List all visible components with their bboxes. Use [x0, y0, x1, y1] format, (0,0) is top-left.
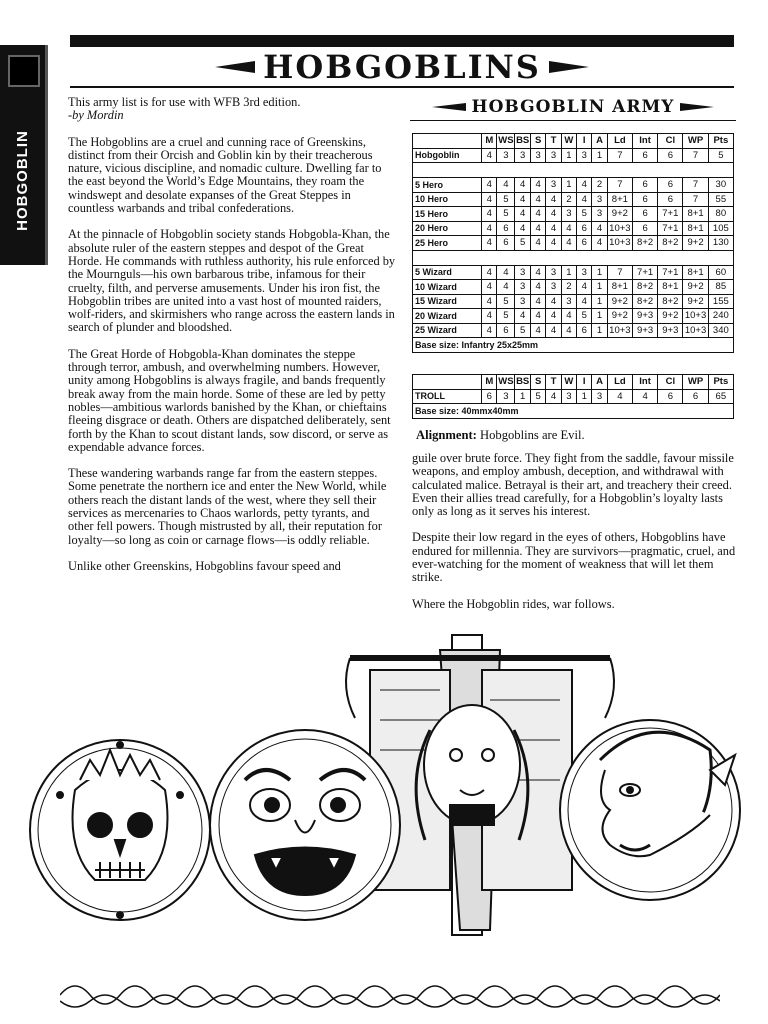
- skull-shield-icon: [30, 740, 210, 920]
- stat-cell: 4: [515, 221, 531, 236]
- stat-cell: 9+2: [607, 294, 632, 309]
- stat-cell: 4: [546, 323, 561, 338]
- stat-cell: 6: [683, 389, 708, 404]
- stat-cell: 6: [577, 236, 592, 251]
- stat-cell: 4: [530, 309, 545, 324]
- stat-cell: 4: [482, 207, 497, 222]
- stat-cell: 8+2: [658, 236, 683, 251]
- table-header-row: [413, 134, 734, 149]
- profile-name-cell: 15 Hero: [413, 207, 482, 222]
- paragraph: These wandering warbands range far from the eastern steppes. Some penetrate the northern ice and enter the New World, while others reach the distant lands of the west, where they sell their services as mercenaries to Chaos warlords, petty tyrants, and other fell powers. Though mistrusted by all, their reputation for loyalty—so long as coin or carnage flows—is oddly reliable.: [68, 466, 387, 547]
- stat-cell: 65: [708, 389, 733, 404]
- stat-cell: 10+3: [609, 222, 631, 234]
- stat-cell: 4: [632, 389, 657, 404]
- column-header: S: [530, 375, 545, 390]
- left-arrow-icon: [432, 103, 466, 111]
- profile-name-cell: 20 Wizard: [413, 309, 482, 324]
- column-header: WS: [498, 135, 514, 147]
- stat-cell: 4: [530, 178, 545, 193]
- stat-cell: 8+1: [607, 192, 632, 207]
- stat-cell: 7+1: [658, 265, 683, 280]
- profile-name-cell: 10 Wizard: [413, 280, 482, 295]
- base-size-note: Base size: Infantry 25x25mm: [413, 338, 734, 353]
- profile-name-cell: 10 Hero: [413, 192, 482, 207]
- stat-cell: 1: [561, 148, 576, 163]
- stat-cell: 3: [515, 265, 531, 280]
- decorative-border: [60, 975, 720, 1015]
- stat-cell: 4: [577, 178, 592, 193]
- stat-cell: 7+1: [658, 221, 683, 236]
- column-header: S: [530, 134, 545, 149]
- base-size-row: [413, 338, 734, 353]
- stat-cell: 5: [497, 309, 515, 324]
- stat-cell: 6: [632, 148, 657, 163]
- stat-cell: 7: [683, 178, 708, 193]
- right-column: [412, 452, 736, 624]
- column-header: T: [546, 134, 561, 149]
- profile-name-cell: 20 Hero: [413, 221, 482, 236]
- intro-line: This army list is for use with WFB 3rd edition.: [68, 95, 301, 109]
- stat-cell: 4: [530, 265, 545, 280]
- stat-cell: 4: [482, 178, 497, 193]
- column-header: Int: [632, 134, 657, 149]
- stat-cell: 3: [515, 148, 531, 163]
- stat-cell: 6: [577, 323, 592, 338]
- stat-cell: 4: [592, 221, 607, 236]
- stat-cell: 4: [530, 207, 545, 222]
- paragraph: Despite their low regard in the eyes of others, Hobgoblins have endured for millennia. They are survivors—pragmatic, cruel, and ever-watching for the moment of weakness that will let them strike.: [412, 530, 736, 585]
- profile-name-cell: 25 Wizard: [413, 323, 482, 338]
- table-row: [413, 236, 734, 251]
- stat-cell: 4: [482, 192, 497, 207]
- stat-cell: 7+1: [658, 207, 683, 222]
- title-rule: [70, 86, 734, 88]
- stat-cell: 3: [592, 207, 607, 222]
- stat-cell: 3: [497, 389, 515, 404]
- stat-cell: 4: [561, 221, 576, 236]
- table-row: [413, 221, 734, 236]
- stat-cell: 4: [482, 323, 497, 338]
- stat-cell: 7: [683, 192, 708, 207]
- stat-cell: 8+1: [683, 221, 708, 236]
- stat-cell: 10+3: [609, 324, 631, 336]
- stat-cell: 4: [561, 309, 576, 324]
- stat-cell: 4: [530, 280, 545, 295]
- side-tab-text: HOBGOBLIN: [13, 129, 31, 231]
- stat-cell: 6: [658, 389, 683, 404]
- stat-cell: 5: [497, 192, 515, 207]
- profile-name-cell: Hobgoblin: [413, 148, 482, 163]
- paragraph: guile over brute force. They fight from the saddle, favour missile weapons, and employ ambush, deception, and withdrawal with calculated malice. Betrayal is their art, and treachery their creed. Even their allies tread carefully, for a Hobgoblin’s loyalty lasts only as long as it serves his interest.: [412, 451, 734, 519]
- stat-cell: 6: [632, 178, 657, 193]
- stat-cell: 4: [546, 207, 561, 222]
- profile-name-cell: 25 Hero: [413, 236, 482, 251]
- spacer-cell: [413, 163, 734, 178]
- stat-cell: 6: [632, 221, 657, 236]
- stat-cell: 3: [546, 148, 561, 163]
- column-header: BS: [516, 376, 530, 388]
- stat-cell: 60: [708, 265, 733, 280]
- stat-cell: 30: [708, 178, 733, 193]
- spacer-cell: [413, 250, 734, 265]
- stat-cell: 155: [708, 294, 733, 309]
- stat-cell: 2: [561, 192, 576, 207]
- stat-cell: 4: [482, 294, 497, 309]
- column-header: Cl: [658, 134, 683, 149]
- stat-cell: 6: [497, 323, 515, 338]
- stat-cell: 1: [592, 323, 607, 338]
- stat-cell: 9+2: [683, 294, 708, 309]
- stat-cell: 4: [530, 236, 545, 251]
- intro-block: [68, 96, 396, 123]
- stat-cell: 3: [497, 148, 515, 163]
- stat-cell: 1: [592, 148, 607, 163]
- table-spacer: [413, 163, 734, 178]
- stat-cell: 240: [708, 309, 733, 324]
- table-header-row: [413, 375, 734, 390]
- stat-cell: 5: [708, 148, 733, 163]
- stat-cell: 80: [708, 207, 733, 222]
- stat-cell: 8+1: [683, 207, 708, 222]
- table-row: [413, 309, 734, 324]
- stat-cell: 4: [546, 236, 561, 251]
- stat-cell: 10+3: [684, 310, 707, 322]
- left-column: [68, 96, 396, 586]
- stat-cell: 9+3: [632, 323, 657, 338]
- stat-cell: 1: [577, 389, 592, 404]
- stat-cell: 1: [592, 280, 607, 295]
- stat-cell: 6: [658, 148, 683, 163]
- stat-cell: 3: [546, 178, 561, 193]
- stat-cell: 4: [482, 280, 497, 295]
- stat-cell: 5: [497, 207, 515, 222]
- stat-cell: 3: [592, 389, 607, 404]
- paragraph: The Hobgoblins are a cruel and cunning race of Greenskins, distinct from their Orcish and Goblin kin by their treacherous nature, vicious discipline, and nomadic culture. Dwelling far to the east beyond the World’s Edge Mountains, they roam the windswept and desolate expanses of the Great Steppes in countless warbands and tribal confederations.: [68, 134, 382, 216]
- stat-cell: 6: [632, 207, 657, 222]
- side-tab-label: [4, 105, 40, 255]
- stat-cell: 9+3: [632, 309, 657, 324]
- stat-cell: 8+2: [632, 236, 657, 251]
- stat-cell: 4: [546, 294, 561, 309]
- column-header: [413, 375, 482, 390]
- paragraph: Where the Hobgoblin rides, war follows.: [412, 596, 615, 611]
- stat-cell: 6: [658, 178, 683, 193]
- shields-illustration: [20, 630, 750, 950]
- paragraph: The Great Horde of Hobgobla-Khan dominates the steppe through terror, ambush, and overwhelming numbers. However, unity among Hobgoblins is always fragile, and bands frequently break away from the main horde. Some of these are led by petty nobles—ambitious warlords banished by the Khan, or chieftains fleeing disgrace or death. Others are dispatched deliberately, sent forth by the Khan to scout distant lands, sow discord, or serve as expendable advance forces.: [68, 346, 391, 454]
- stat-cell: 340: [708, 323, 733, 338]
- column-header: W: [561, 375, 576, 390]
- stat-cell: 6: [658, 192, 683, 207]
- stat-cell: 5: [515, 236, 531, 251]
- column-header: A: [592, 375, 607, 390]
- stat-cell: 4: [515, 178, 531, 193]
- right-arrow-icon: [549, 61, 589, 73]
- stat-cell: 3: [515, 294, 531, 309]
- stat-cell: 9+3: [658, 323, 683, 338]
- column-header: I: [577, 375, 592, 390]
- stat-cell: 8+1: [607, 280, 632, 295]
- table-row: [413, 389, 734, 404]
- stat-cell: 4: [577, 294, 592, 309]
- stat-cell: 4: [577, 192, 592, 207]
- stat-cell: 10+3: [684, 324, 707, 336]
- column-header: M: [482, 375, 497, 390]
- stat-cell: 6: [632, 192, 657, 207]
- column-header: T: [546, 375, 561, 390]
- stat-cell: 4: [515, 309, 531, 324]
- troll-stats-table: [412, 374, 734, 419]
- table-row: [413, 280, 734, 295]
- stat-cell: 3: [561, 294, 576, 309]
- stat-cell: 5: [530, 389, 545, 404]
- army-stats-table: [412, 133, 734, 353]
- stat-cell: 9+2: [607, 207, 632, 222]
- profile-name-cell: TROLL: [413, 389, 482, 404]
- stat-cell: 3: [561, 389, 576, 404]
- army-rule: [410, 120, 736, 121]
- stat-cell: 5: [515, 323, 531, 338]
- stat-cell: 55: [708, 192, 733, 207]
- stat-cell: 8+2: [632, 294, 657, 309]
- stat-cell: 4: [546, 309, 561, 324]
- stat-cell: 7: [607, 148, 632, 163]
- profile-name-cell: 5 Hero: [413, 178, 482, 193]
- column-header: WS: [498, 376, 514, 388]
- alignment-line: [416, 428, 736, 443]
- tab-knob: [8, 55, 40, 87]
- column-header: Pts: [708, 375, 733, 390]
- column-header: A: [592, 134, 607, 149]
- table-row: [413, 265, 734, 280]
- stat-cell: 4: [482, 148, 497, 163]
- stat-cell: 4: [546, 192, 561, 207]
- stat-cell: 3: [546, 280, 561, 295]
- stat-cell: 4: [497, 265, 515, 280]
- stat-cell: 4: [561, 323, 576, 338]
- stat-cell: 8+2: [632, 280, 657, 295]
- stat-cell: 6: [497, 221, 515, 236]
- stat-cell: 3: [530, 148, 545, 163]
- stat-cell: 4: [482, 221, 497, 236]
- column-header: Int: [632, 375, 657, 390]
- stat-cell: 1: [561, 265, 576, 280]
- column-header: [413, 134, 482, 149]
- table-row: [413, 148, 734, 163]
- column-header: M: [482, 134, 497, 149]
- table-spacer: [413, 250, 734, 265]
- stat-cell: 1: [515, 389, 531, 404]
- stat-cell: 4: [577, 280, 592, 295]
- base-size-row: [413, 404, 734, 419]
- goblin-face-shield-icon: [210, 730, 400, 920]
- stat-cell: 8+2: [658, 294, 683, 309]
- alignment-value: Hobgoblins are Evil.: [476, 428, 585, 442]
- stat-cell: 3: [561, 207, 576, 222]
- alignment-label: Alignment:: [416, 428, 477, 442]
- left-arrow-icon: [215, 61, 255, 73]
- paragraph: Unlike other Greenskins, Hobgoblins favour speed and: [68, 558, 341, 573]
- profile-name-cell: 5 Wizard: [413, 265, 482, 280]
- army-heading: [410, 96, 736, 118]
- stat-cell: 1: [561, 178, 576, 193]
- stat-cell: 4: [482, 265, 497, 280]
- army-heading-text: HOBGOBLIN ARMY: [471, 97, 675, 117]
- base-size-note: Base size: 40mmx40mm: [413, 404, 734, 419]
- table-row: [413, 207, 734, 222]
- stat-cell: 2: [561, 280, 576, 295]
- page-title: HOBGOBLINS: [263, 48, 541, 86]
- table-row: [413, 192, 734, 207]
- stat-cell: 4: [607, 389, 632, 404]
- stat-cell: 1: [592, 309, 607, 324]
- stat-cell: 6: [482, 389, 497, 404]
- stat-cell: 8+1: [658, 280, 683, 295]
- stat-cell: 85: [708, 280, 733, 295]
- profile-name-cell: 15 Wizard: [413, 294, 482, 309]
- stat-cell: 6: [577, 221, 592, 236]
- column-header: BS: [516, 135, 530, 147]
- stat-cell: 5: [497, 294, 515, 309]
- stat-cell: 3: [577, 265, 592, 280]
- stat-cell: 3: [546, 265, 561, 280]
- stat-cell: 130: [708, 236, 733, 251]
- stat-cell: 105: [708, 221, 733, 236]
- stat-cell: 7: [607, 178, 632, 193]
- column-header: I: [577, 134, 592, 149]
- table-row: [413, 178, 734, 193]
- stat-cell: 7+1: [632, 265, 657, 280]
- stat-cell: 3: [515, 280, 531, 295]
- stat-cell: 4: [497, 280, 515, 295]
- column-header: Ld: [607, 375, 632, 390]
- stat-cell: 4: [530, 294, 545, 309]
- stat-cell: 9+2: [683, 280, 708, 295]
- stat-cell: 3: [592, 192, 607, 207]
- column-header: WP: [683, 134, 708, 149]
- stat-cell: 4: [497, 178, 515, 193]
- byline: -by Mordin: [68, 108, 124, 123]
- column-header: Cl: [658, 375, 683, 390]
- table-row: [413, 294, 734, 309]
- stat-cell: 5: [577, 309, 592, 324]
- column-header: Ld: [607, 134, 632, 149]
- stat-cell: 4: [546, 221, 561, 236]
- table-row: [413, 323, 734, 338]
- stat-cell: 9+2: [658, 309, 683, 324]
- stat-cell: 4: [561, 236, 576, 251]
- stat-cell: 8+1: [683, 265, 708, 280]
- stat-cell: 1: [592, 265, 607, 280]
- stat-cell: 9+2: [607, 309, 632, 324]
- column-header: Pts: [708, 134, 733, 149]
- column-header: W: [561, 134, 576, 149]
- stat-cell: 9+2: [683, 236, 708, 251]
- right-arrow-icon: [680, 103, 714, 111]
- stat-cell: 2: [592, 178, 607, 193]
- stat-cell: 3: [577, 148, 592, 163]
- profile-face-shield-icon: [560, 720, 740, 900]
- stat-cell: 4: [530, 323, 545, 338]
- stat-cell: 10+3: [609, 237, 631, 249]
- stat-cell: 7: [683, 148, 708, 163]
- stat-cell: 4: [482, 309, 497, 324]
- stat-cell: 4: [546, 389, 561, 404]
- stat-cell: 4: [482, 236, 497, 251]
- paragraph: At the pinnacle of Hobgoblin society stands Hobgobla-Khan, the absolute ruler of the eastern steppes and despot of the Great Horde. He commands with ruthless authority, his rule enforced by the Mournguls—his own barbarous tribe, infamous for their cruelty, filth, and perverse amusements. Under his iron fist, the Hobgoblin tribes are united into a vast host of mounted raiders, wolf-riders, and skirmishers who range across the eastern lands in search of plunder and bloodshed.: [68, 227, 396, 335]
- stat-cell: 4: [530, 221, 545, 236]
- stat-cell: 1: [592, 294, 607, 309]
- stat-cell: 4: [592, 236, 607, 251]
- column-header: WP: [683, 375, 708, 390]
- side-tab: [0, 45, 48, 265]
- stat-cell: 5: [577, 207, 592, 222]
- stat-cell: 6: [497, 236, 515, 251]
- stat-cell: 7: [607, 265, 632, 280]
- stat-cell: 4: [515, 192, 531, 207]
- stat-cell: 4: [515, 207, 531, 222]
- stat-cell: 4: [530, 192, 545, 207]
- top-bar: [70, 35, 734, 47]
- title-banner: [70, 48, 734, 86]
